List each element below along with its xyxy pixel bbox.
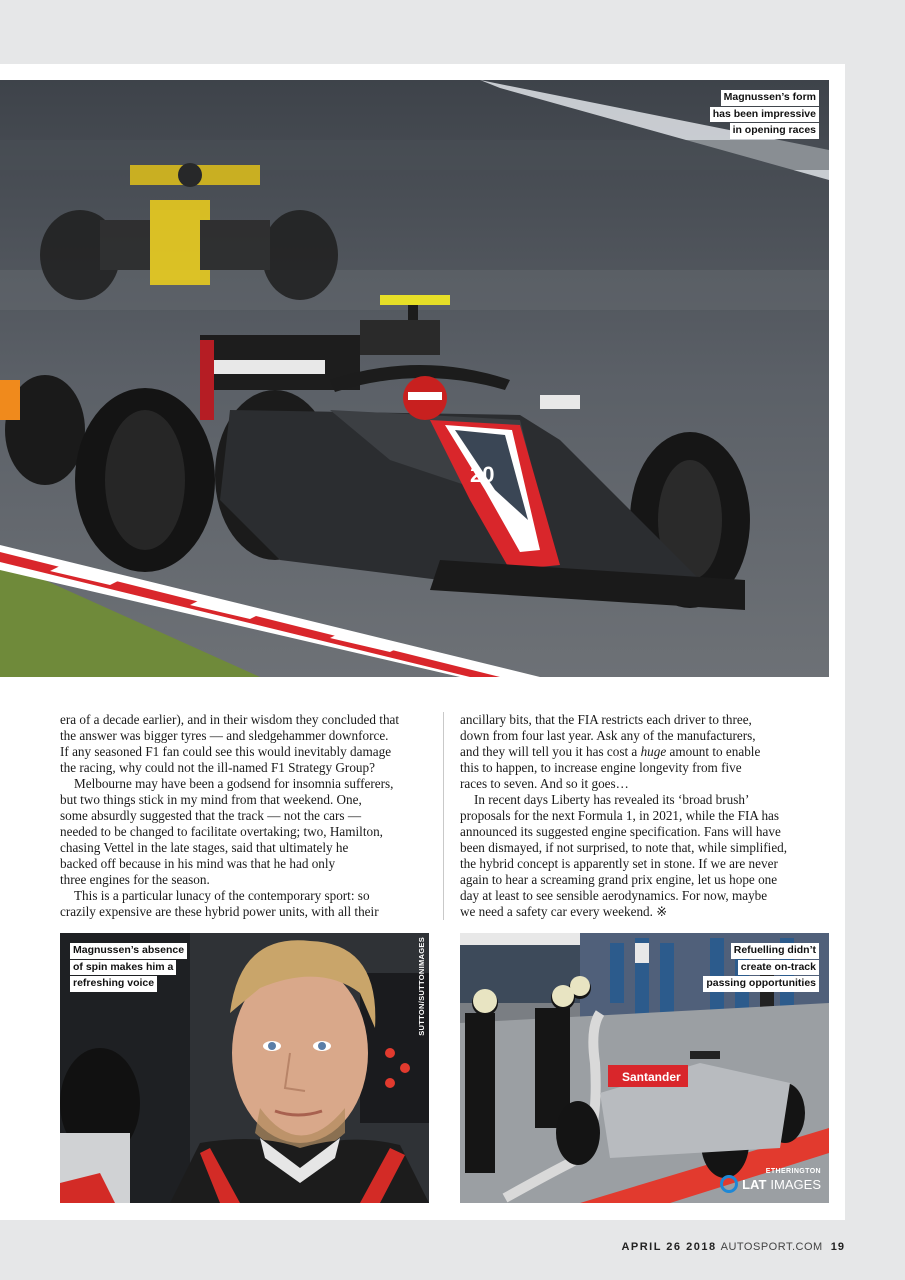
emphasis-word: huge <box>640 744 667 759</box>
article-line: down from four last year. Ask any of the manufacturers, <box>460 728 756 743</box>
pitstop-caption-line: passing opportunities <box>703 976 819 992</box>
article-line: chasing Vettel in the late stages, said that ultimately he <box>60 840 349 855</box>
article-column-right <box>460 712 820 920</box>
article-line: Melbourne may have been a godsend for insomnia sufferers, <box>74 776 394 791</box>
article-text: we need a safety car every weekend. <box>460 904 653 919</box>
portrait-caption-line: refreshing voice <box>70 976 157 992</box>
hero-photo <box>0 80 829 677</box>
article-line: proposals for the next Formula 1, in 2021, while the FIA has <box>460 808 780 823</box>
article-text: and they will tell you it has cost a <box>460 744 641 759</box>
article-line: If any seasoned F1 fan could see this would inevitably damage <box>60 744 392 759</box>
portrait-caption-line: of spin makes him a <box>70 960 176 976</box>
article-line: era of a decade earlier), and in their wisdom they concluded that <box>60 712 400 727</box>
article-line: backed off because in his mind was that he had only <box>60 856 336 871</box>
article-line: the racing, why could not the ill-named F1 Strategy Group? <box>60 760 375 775</box>
article-line: three engines for the season. <box>60 872 210 887</box>
pitstop-caption-line: create on-track <box>738 960 819 976</box>
website: AUTOSPORT.COM <box>720 1241 823 1253</box>
photo-credit: SUTTON/SUTTONIMAGES <box>417 937 426 1036</box>
lat-images-credit <box>720 1168 821 1193</box>
article-line: this to happen, to increase engine longevity from five <box>460 760 742 775</box>
article-line: races to seven. And so it goes… <box>460 776 629 791</box>
article-line: ancillary bits, that the FIA restricts each driver to three, <box>460 712 752 727</box>
sponsor-logo: Santander <box>622 1070 681 1084</box>
agency-bold: LAT <box>742 1176 767 1192</box>
column-divider <box>443 712 444 920</box>
hero-caption <box>710 90 819 140</box>
haas-car-photo <box>0 80 829 677</box>
portrait-caption-line: Magnussen’s absence <box>70 943 187 959</box>
article-line-emphasis <box>460 744 820 760</box>
article-line: the answer was bigger tyres — and sledgehammer downforce. <box>60 728 389 743</box>
pitstop-caption-line: Refuelling didn’t <box>731 943 819 959</box>
article-line: the hybrid concept is apparently set in stone. If we are never <box>460 856 778 871</box>
article-line: day at least to see sensible aerodynamics. For now, maybe <box>460 888 768 903</box>
article-line: crazily expensive are these hybrid power units, with all their <box>60 904 379 919</box>
hero-caption-line: has been impressive <box>710 107 819 123</box>
article-line: but two things stick in my mind from that weekend. One, <box>60 792 362 807</box>
article-last-line <box>460 904 820 920</box>
lat-images-logo <box>720 1175 821 1193</box>
article-line: needed to be changed to facilitate overtaking; two, Hamilton, <box>60 824 383 839</box>
agency-name: IMAGES <box>770 1176 821 1192</box>
portrait-caption <box>70 943 187 993</box>
article-line: some absurdly suggested that the track — not the cars — <box>60 808 362 823</box>
article-line: announced its suggested engine specification. Fans will have <box>460 824 781 839</box>
photographer-name: ETHERINGTON <box>765 1168 821 1175</box>
lat-logo-icon <box>720 1175 738 1193</box>
hero-caption-line: in opening races <box>730 123 819 139</box>
article-line: again to hear a screaming grand prix engine, let us hope one <box>460 872 778 887</box>
article-line: been dismayed, if not surprised, to note that, while simplified, <box>460 840 788 855</box>
article-column-left <box>60 712 420 920</box>
article-text: amount to enable <box>666 744 761 759</box>
article-line: This is a particular lunacy of the contemporary sport: so <box>74 888 370 903</box>
issue-date: APRIL 26 2018 <box>621 1241 717 1253</box>
pitstop-caption <box>703 943 819 993</box>
car-number: 20 <box>470 462 495 487</box>
end-mark-icon: ※ <box>656 904 668 919</box>
pitstop-photo <box>460 933 829 1203</box>
magnussen-portrait-photo <box>60 933 429 1203</box>
hero-caption-line: Magnussen’s form <box>721 90 819 106</box>
page-number: 19 <box>830 1241 845 1253</box>
page-footer <box>621 1241 845 1253</box>
article-line: In recent days Liberty has revealed its ‘broad brush’ <box>474 792 750 807</box>
